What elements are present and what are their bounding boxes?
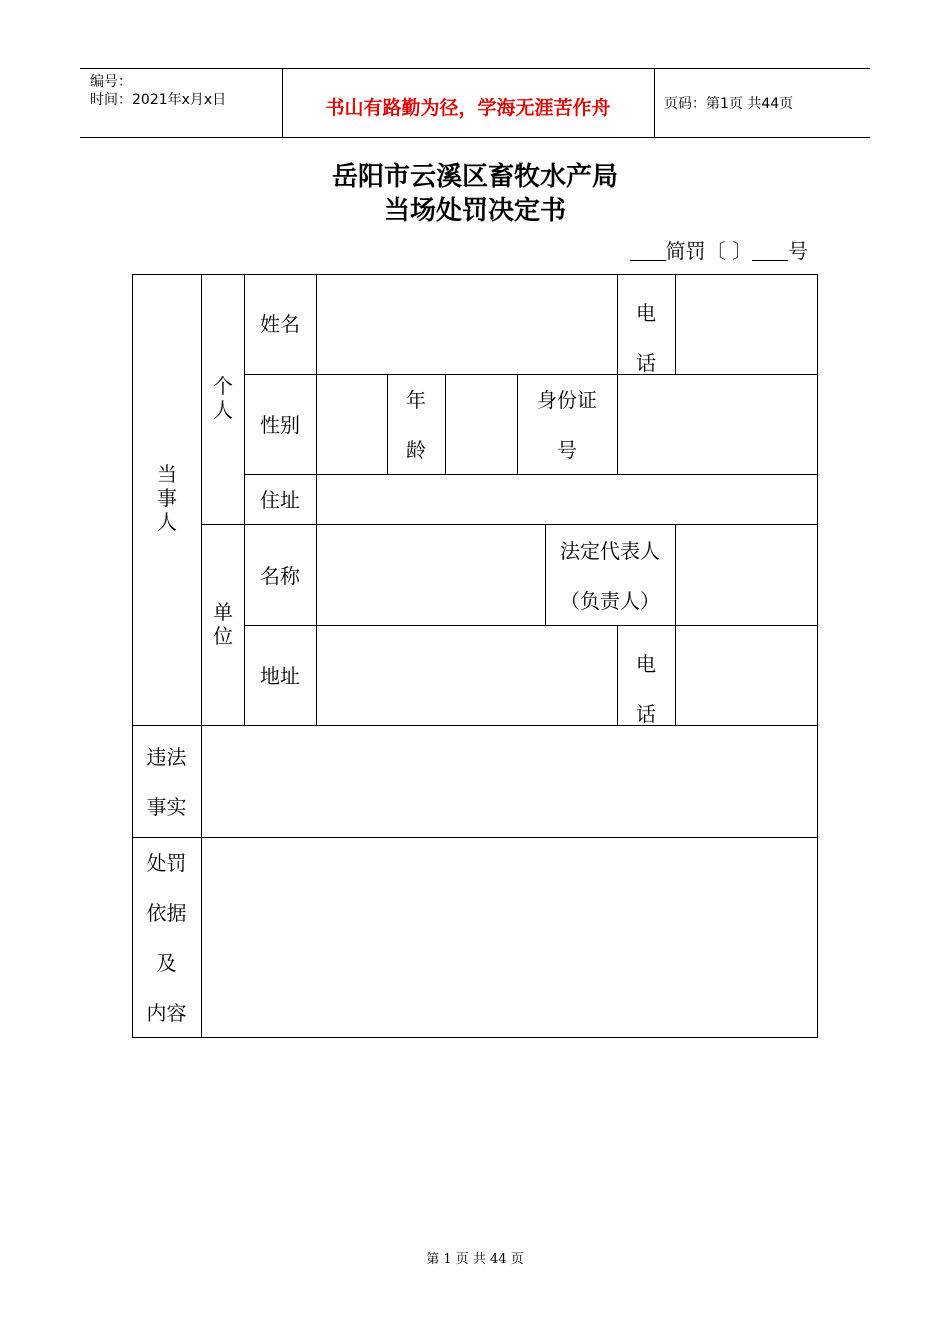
doc-number-suffix: 号 <box>788 239 808 263</box>
legal-rep-label-line2: （负责人） <box>560 589 660 613</box>
name-label: 姓名 <box>260 312 300 336</box>
phone-label-text: 电话 <box>636 301 656 375</box>
age-label-line2: 龄 <box>406 438 426 462</box>
date-label: 时间：2021年x月x日 <box>90 92 227 108</box>
age-field[interactable] <box>446 375 517 474</box>
phone-label <box>617 288 675 388</box>
penalty-label-line2: 依据 <box>146 901 187 925</box>
legal-rep-field[interactable] <box>676 525 817 625</box>
party-label: 当事人 <box>157 462 177 534</box>
unit-label: 单位 <box>213 600 233 648</box>
phone-field[interactable] <box>676 275 817 374</box>
violation-label-line2: 事实 <box>146 795 187 819</box>
unit-address-label: 地址 <box>260 664 300 688</box>
penalty-basis-field[interactable] <box>202 838 817 1037</box>
gender-label: 性别 <box>260 413 300 437</box>
address-field[interactable] <box>317 475 817 524</box>
document-title-line2: 当场处罚决定书 <box>383 196 566 226</box>
id-label-line1: 身份证 <box>537 388 597 412</box>
id-label-line2: 号 <box>557 438 577 462</box>
unit-address-field[interactable] <box>317 626 617 725</box>
name-field[interactable] <box>317 275 617 374</box>
unit-phone-label-text: 电话 <box>636 652 656 726</box>
serial-label: 编号： <box>90 74 132 90</box>
unit-name-label: 名称 <box>260 564 300 588</box>
unit-phone-label <box>617 639 675 739</box>
document-title-line1: 岳阳市云溪区畜牧水产局 <box>331 162 618 192</box>
age-label-line1: 年 <box>406 388 426 412</box>
id-number-field[interactable] <box>618 375 817 474</box>
penalty-label-line3: 及 <box>156 951 177 975</box>
address-label: 住址 <box>260 488 300 512</box>
unit-phone-field[interactable] <box>676 626 817 725</box>
gender-field[interactable] <box>317 375 387 474</box>
violation-facts-field[interactable] <box>202 726 817 837</box>
doc-number-middle: 简罚〔 〕 <box>665 239 752 263</box>
unit-name-field[interactable] <box>317 525 545 625</box>
grid-line <box>817 274 818 1037</box>
grid-line <box>132 1037 818 1038</box>
page-info: 页码：第1页 共44页 <box>664 96 794 112</box>
penalty-label-line4: 内容 <box>146 1001 187 1025</box>
penalty-label-line1: 处罚 <box>146 851 187 875</box>
motto: 书山有路勤为径，学海无涯苦作舟 <box>325 97 611 119</box>
individual-label: 个人 <box>213 374 233 422</box>
page-footer: 第 1 页 共 44 页 <box>426 1252 524 1267</box>
legal-rep-label-line1: 法定代表人 <box>560 539 660 563</box>
violation-label-line1: 违法 <box>146 745 187 769</box>
